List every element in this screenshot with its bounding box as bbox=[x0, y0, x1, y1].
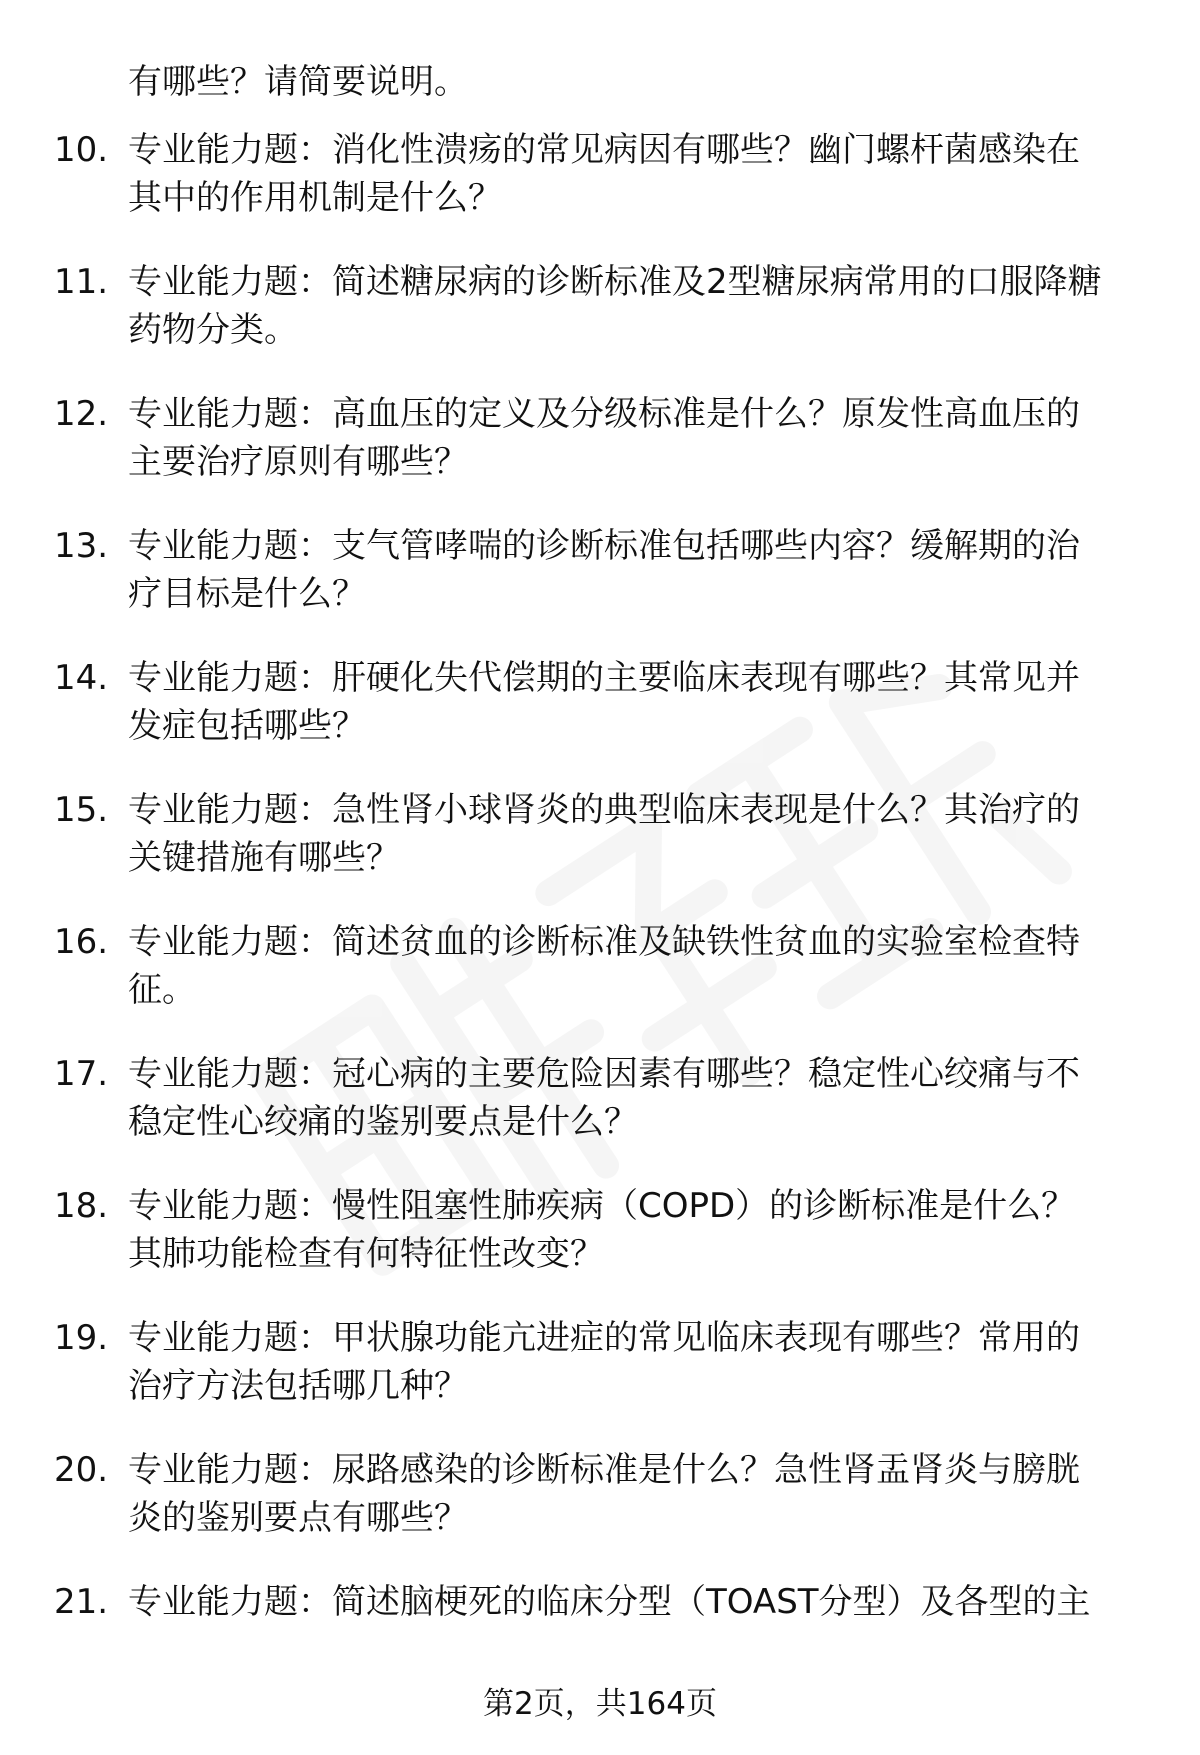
question-number: 18. bbox=[54, 1186, 109, 1226]
question-text bbox=[128, 522, 1158, 618]
question-item bbox=[0, 1050, 1200, 1146]
question-line: 专业能力题：尿路感染的诊断标准是什么？急性肾盂肾炎与膀胱 bbox=[128, 1450, 1080, 1490]
question-item bbox=[0, 1314, 1200, 1410]
question-line: 征。 bbox=[128, 970, 196, 1010]
question-line: 专业能力题：急性肾小球肾炎的典型临床表现是什么？其治疗的 bbox=[128, 790, 1080, 830]
question-number: 20. bbox=[54, 1450, 109, 1490]
question-item bbox=[0, 1182, 1200, 1278]
question-number: 17. bbox=[54, 1054, 109, 1094]
question-line: 专业能力题：慢性阻塞性肺疾病（COPD）的诊断标准是什么？ bbox=[128, 1186, 1076, 1226]
question-item bbox=[0, 654, 1200, 750]
question-text bbox=[128, 126, 1158, 222]
question-item bbox=[0, 126, 1200, 222]
question-text bbox=[128, 258, 1158, 354]
question-line: 炎的鉴别要点有哪些？ bbox=[128, 1498, 468, 1538]
question-line: 药物分类。 bbox=[128, 310, 298, 350]
question-line: 专业能力题：简述脑梗死的临床分型（TOAST分型）及各型的主 bbox=[128, 1582, 1091, 1622]
question-line: 发症包括哪些？ bbox=[128, 706, 366, 746]
question-line: 治疗方法包括哪几种？ bbox=[128, 1366, 468, 1406]
question-number: 16. bbox=[54, 922, 109, 962]
question-line: 其肺功能检查有何特征性改变？ bbox=[128, 1234, 604, 1274]
question-number: 10. bbox=[54, 130, 109, 170]
question-text bbox=[128, 1182, 1158, 1278]
question-text bbox=[128, 1446, 1158, 1542]
question-text bbox=[128, 786, 1158, 882]
question-item bbox=[0, 390, 1200, 486]
question-item bbox=[0, 1578, 1200, 1674]
question-number: 11. bbox=[54, 262, 109, 302]
page-footer: 第2页，共164页 bbox=[483, 1686, 717, 1722]
question-line: 专业能力题：简述糖尿病的诊断标准及2型糖尿病常用的口服降糖 bbox=[128, 262, 1102, 302]
question-line: 专业能力题：消化性溃疡的常见病因有哪些？幽门螺杆菌感染在 bbox=[128, 130, 1080, 170]
question-line: 专业能力题：简述贫血的诊断标准及缺铁性贫血的实验室检查特 bbox=[128, 922, 1080, 962]
question-item bbox=[0, 786, 1200, 882]
question-list bbox=[0, 126, 1200, 1710]
question-line: 专业能力题：高血压的定义及分级标准是什么？原发性高血压的 bbox=[128, 394, 1080, 434]
question-line: 专业能力题：冠心病的主要危险因素有哪些？稳定性心绞痛与不 bbox=[128, 1054, 1080, 1094]
question-number: 21. bbox=[54, 1582, 109, 1622]
question-item bbox=[0, 258, 1200, 354]
question-item bbox=[0, 918, 1200, 1014]
question-line: 专业能力题：肝硬化失代偿期的主要临床表现有哪些？其常见并 bbox=[128, 658, 1080, 698]
question-text bbox=[128, 1050, 1158, 1146]
question-line: 主要治疗原则有哪些？ bbox=[128, 442, 468, 482]
question-number: 14. bbox=[54, 658, 109, 698]
question-line: 专业能力题：甲状腺功能亢进症的常见临床表现有哪些？常用的 bbox=[128, 1318, 1080, 1358]
question-text bbox=[128, 654, 1158, 750]
question-line: 稳定性心绞痛的鉴别要点是什么？ bbox=[128, 1102, 638, 1142]
question-item bbox=[0, 522, 1200, 618]
question-line: 专业能力题：支气管哮喘的诊断标准包括哪些内容？缓解期的治 bbox=[128, 526, 1080, 566]
question-text bbox=[128, 1314, 1158, 1410]
question-text bbox=[128, 918, 1158, 1014]
question-number: 15. bbox=[54, 790, 109, 830]
question-text bbox=[128, 1578, 1158, 1626]
question-line: 疗目标是什么？ bbox=[128, 574, 366, 614]
question-line: 其中的作用机制是什么？ bbox=[128, 178, 502, 218]
question-text bbox=[128, 390, 1158, 486]
question-number: 19. bbox=[54, 1318, 109, 1358]
question-line: 关键措施有哪些？ bbox=[128, 838, 400, 878]
continuation-text: 有哪些？请简要说明。 bbox=[128, 62, 468, 102]
question-item bbox=[0, 1446, 1200, 1542]
question-number: 13. bbox=[54, 526, 109, 566]
question-number: 12. bbox=[54, 394, 109, 434]
